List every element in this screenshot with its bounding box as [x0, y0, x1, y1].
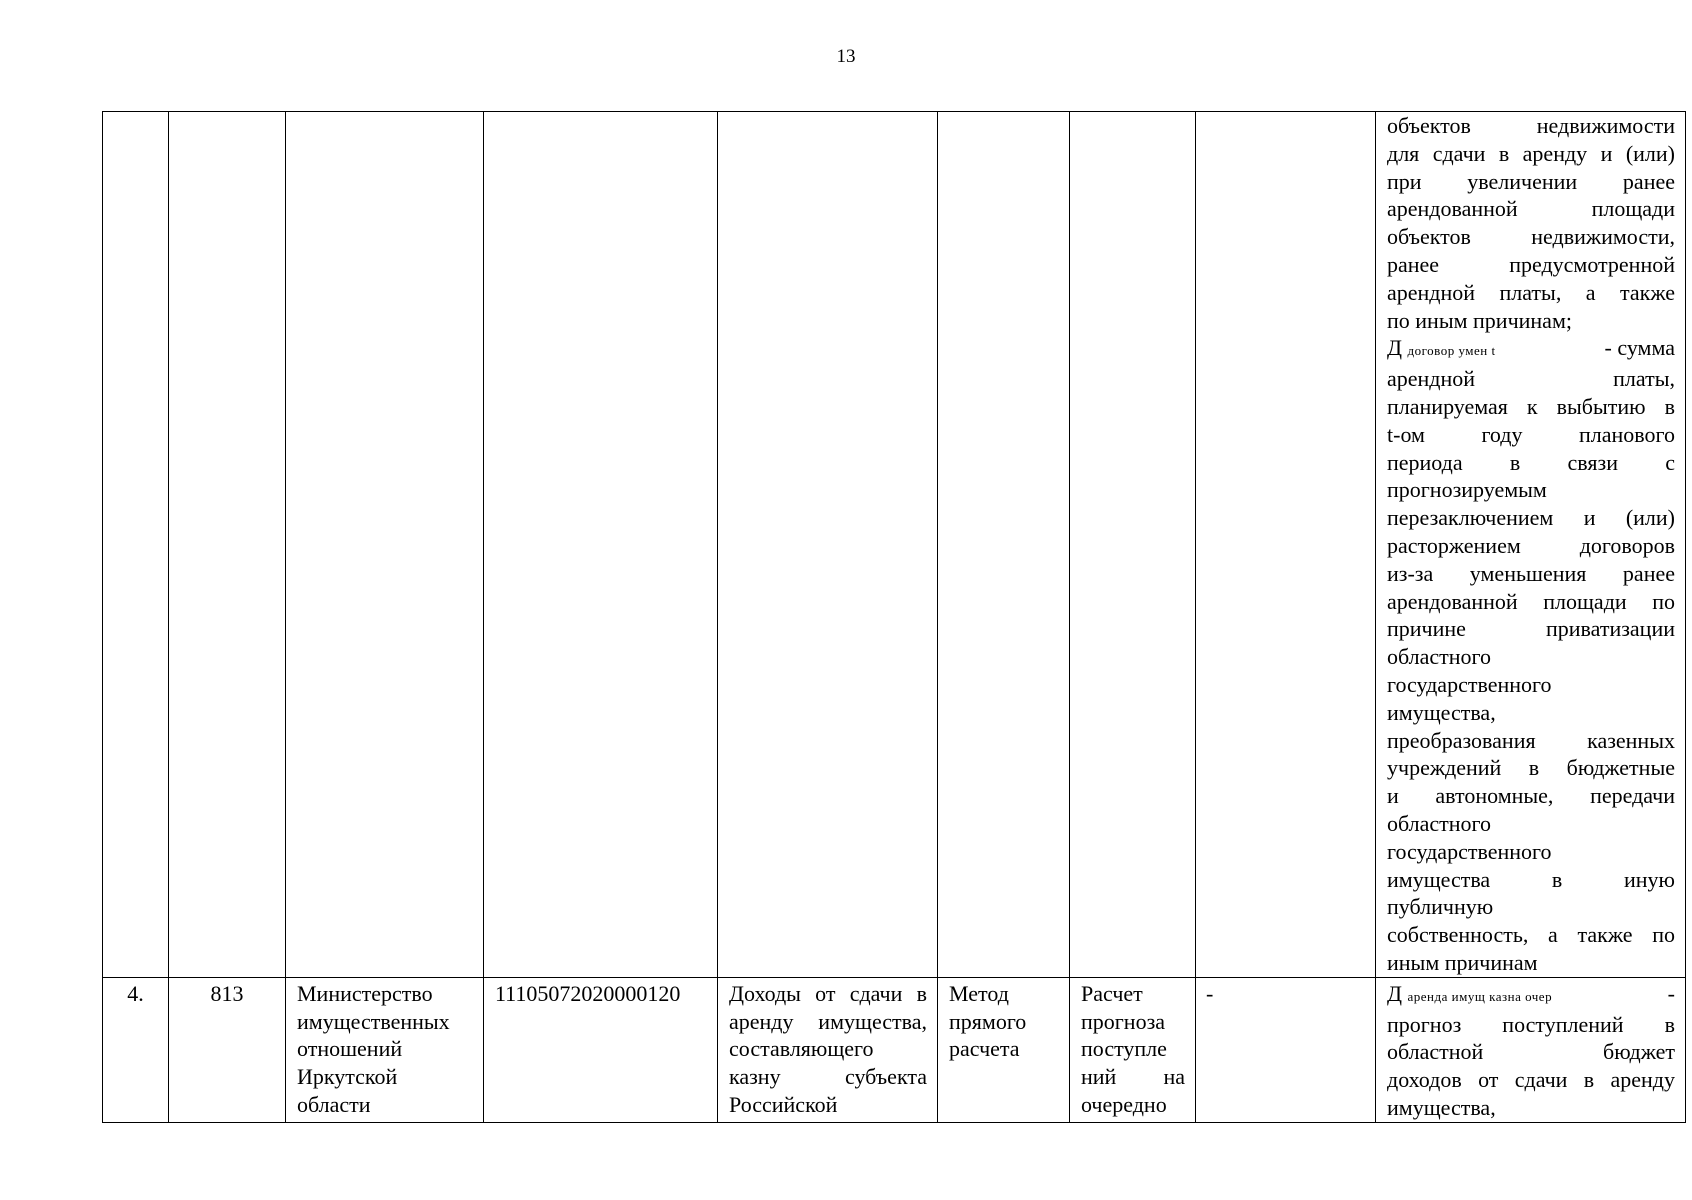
text-line: имущества, — [1387, 699, 1496, 725]
text-line: периода в связи с — [1387, 449, 1675, 475]
text-line: собственность, а также по — [1387, 922, 1675, 948]
text-line: отношений — [297, 1036, 403, 1062]
formula-rest: - сумма — [1604, 335, 1675, 361]
formula-subscript: аренда имущ казна очер — [1407, 988, 1553, 1004]
cell-administrator — [286, 112, 484, 978]
kbk-code: 11105072020000120 — [495, 980, 681, 1006]
text-line: планируемая к выбытию в — [1387, 393, 1675, 419]
text-line: составляющего — [729, 1036, 874, 1062]
text-line: расчета — [949, 1036, 1020, 1062]
text-line: государственного — [1387, 671, 1552, 697]
text-line: областного — [1387, 810, 1492, 836]
algorithm-text — [1070, 978, 1195, 1119]
text-line: t-ом году планового — [1387, 421, 1675, 447]
cell-income-name — [718, 112, 938, 978]
method-name — [938, 978, 1069, 1063]
formula-line — [1387, 334, 1675, 365]
text-line: арендованной площади — [1387, 196, 1675, 222]
formula-symbol: Д — [1387, 980, 1403, 1006]
text-line: объектов недвижимости, — [1387, 224, 1675, 250]
text-line: прогноза — [1081, 1008, 1166, 1034]
cell-algorithm — [1070, 112, 1196, 978]
cell-code — [169, 977, 286, 1122]
text-line: областного — [1387, 644, 1492, 670]
text-line: имущества в иную — [1387, 866, 1675, 892]
page-number: 13 — [836, 46, 856, 67]
indicator-dash: - — [1206, 980, 1214, 1006]
text-line: арендной платы, — [1387, 366, 1675, 392]
formula-line — [1387, 980, 1675, 1011]
text-line: имущественных — [297, 1008, 450, 1034]
text-line: Расчет — [1081, 980, 1143, 1006]
income-name — [718, 978, 937, 1119]
text-line: казну субъекта — [729, 1064, 927, 1090]
row-number: 4. — [127, 980, 144, 1006]
text-line: Российской — [729, 1091, 838, 1117]
text-line: публичную — [1387, 894, 1494, 920]
text-line: Министерство — [297, 980, 433, 1006]
cell-algorithm — [1070, 977, 1196, 1122]
cell-kbk — [484, 977, 718, 1122]
description-text — [1376, 978, 1685, 1122]
cell-description — [1376, 977, 1686, 1122]
text-line: причине приватизации — [1387, 616, 1675, 642]
text-line: объектов недвижимости — [1387, 113, 1675, 138]
text-line: очередно — [1081, 1091, 1167, 1117]
text-line: прямого — [949, 1008, 1027, 1034]
text-line: Доходы от сдачи в — [729, 980, 927, 1006]
text-line: прогнозируемым — [1387, 477, 1547, 503]
text-line: для сдачи в аренду и (или) — [1387, 140, 1675, 166]
text-line: по иным причинам; — [1387, 307, 1572, 333]
revenue-forecast-table — [102, 111, 1686, 1123]
cell-administrator — [286, 977, 484, 1122]
formula-rest: - — [1667, 980, 1675, 1006]
cell-kbk — [484, 112, 718, 978]
cell-indicator — [1196, 112, 1376, 978]
cell-code — [169, 112, 286, 978]
text-line: и автономные, передачи — [1387, 783, 1675, 809]
text-line: учреждений в бюджетные — [1387, 755, 1675, 781]
text-line: иным причинам — [1387, 949, 1538, 975]
table-row — [103, 112, 1686, 978]
text-line: области — [297, 1091, 371, 1117]
cell-income-name — [718, 977, 938, 1122]
text-line: арендованной площади по — [1387, 588, 1675, 614]
text-line: доходов от сдачи в аренду — [1387, 1067, 1675, 1093]
text-line: преобразования казенных — [1387, 727, 1675, 753]
cell-method — [938, 112, 1070, 978]
text-line: поступле — [1081, 1036, 1167, 1062]
cell-method — [938, 977, 1070, 1122]
text-line: областной бюджет — [1387, 1039, 1675, 1065]
text-line: при увеличении ранее — [1387, 168, 1675, 194]
cell-indicator — [1196, 977, 1376, 1122]
text-line: прогноз поступлений в — [1387, 1011, 1675, 1037]
formula-subscript: договор умен t — [1407, 343, 1496, 359]
text-line: имущества, — [1387, 1094, 1496, 1120]
text-line: ний на — [1081, 1064, 1185, 1090]
text-line: Иркутской — [297, 1064, 398, 1090]
text-line: из-за уменьшения ранее — [1387, 560, 1675, 586]
text-line: ранее предусмотренной — [1387, 251, 1675, 277]
text-line: Метод — [949, 980, 1009, 1006]
text-line: аренду имущества, — [729, 1008, 927, 1034]
cell-number — [103, 977, 169, 1122]
text-line: арендной платы, а также — [1387, 279, 1675, 305]
formula-symbol: Д — [1387, 335, 1403, 361]
admin-code: 813 — [210, 980, 244, 1006]
description-text — [1376, 112, 1685, 977]
administrator-name — [286, 978, 483, 1119]
text-line: расторжением договоров — [1387, 532, 1675, 558]
cell-number — [103, 112, 169, 978]
cell-description — [1376, 112, 1686, 978]
text-line: государственного — [1387, 838, 1552, 864]
text-line: перезаключением и (или) — [1387, 505, 1675, 531]
table-row — [103, 977, 1686, 1122]
